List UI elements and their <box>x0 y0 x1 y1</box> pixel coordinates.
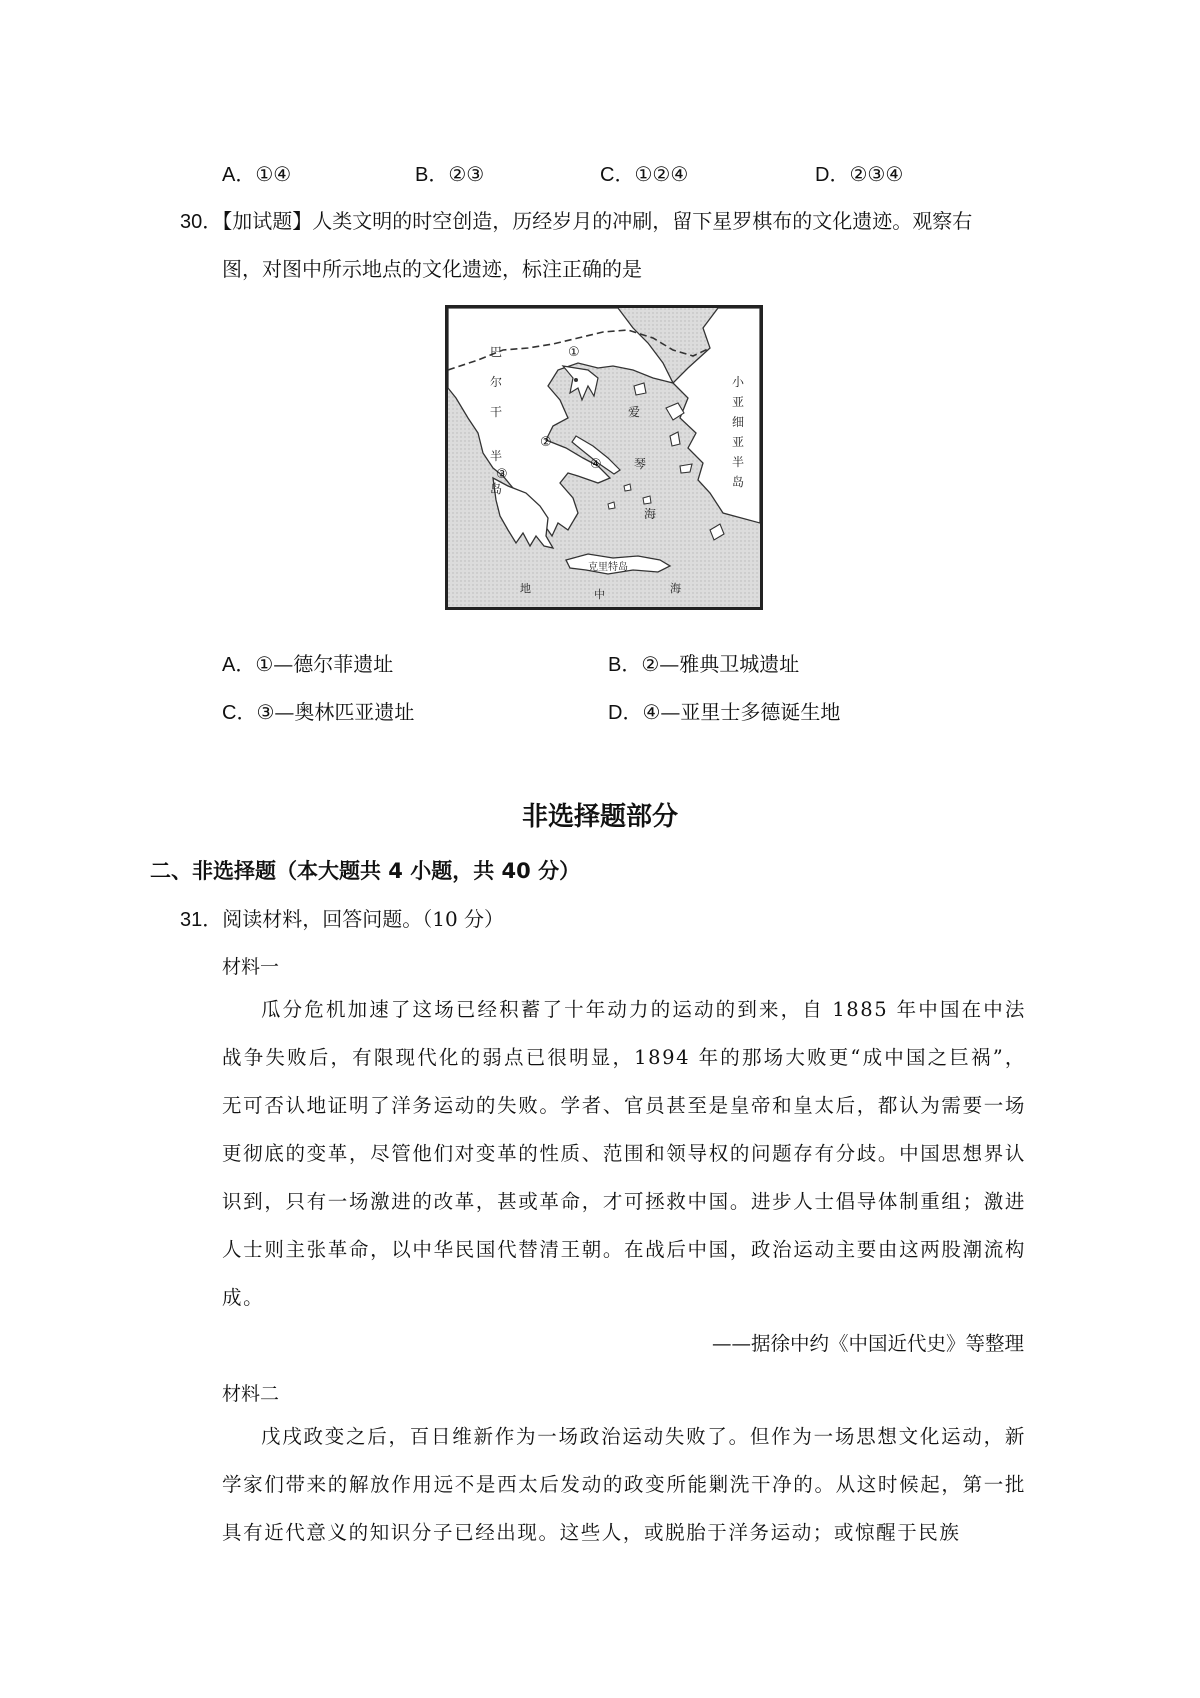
asia-minor-label-5: 半 <box>732 455 745 469</box>
balkan-label-2: 尔 <box>490 375 503 389</box>
q30-stem-line1: 30．【加试题】人类文明的时空创造，历经岁月的冲刷，留下星罗棋布的文化遗迹。观察右 <box>180 209 973 233</box>
option-b: B．②③ <box>415 162 485 186</box>
med-label-2: 中 <box>594 588 605 601</box>
option-a: A．①④ <box>222 162 292 186</box>
cyclades-2 <box>643 496 651 504</box>
balkan-label-4: 半 <box>490 449 503 463</box>
q30-option-a: A．①—德尔菲遗址 <box>222 652 394 676</box>
q30-option-b: B．②—雅典卫城遗址 <box>608 652 800 676</box>
asia-minor-label-1: 小 <box>732 375 745 389</box>
part-title: 二、非选择题（本大题共 4 小题，共 40 分） <box>150 859 581 883</box>
marker-3: ③ <box>496 467 508 482</box>
marker-4: ④ <box>590 457 602 472</box>
material1-body: 瓜分危机加速了这场已经积蓄了十年动力的运动的到来，自 1885 年中国在中法战争失败后，有限现代化的弱点已很明显，1894 年的那场大败更“成中国之巨祸”，无可否认地证明了洋务运动的失败。学者、官员甚至是皇帝和皇太后，都认为需要一场更彻底的变革，尽管他们对变革的性质、范围和领导权的问题存有分歧。中国思想界认识到，只有一场激进的改革，甚或革命，才可拯救中国。进步人士倡导体制重组；激进人士则主张革命，以中华民国代替清王朝。在战后中国，政治运动主要由这两股潮流构成。 <box>222 998 1026 1309</box>
section-title: 非选择题部分 <box>521 802 678 832</box>
option-d: D．②③④ <box>815 162 904 186</box>
asia-minor-label-4: 亚 <box>732 435 745 449</box>
material1-title: 材料一 <box>222 956 280 978</box>
balkan-label-3: 干 <box>490 405 503 419</box>
aegean-label-3: 海 <box>644 507 657 521</box>
q30-option-d: D．④—亚里士多德诞生地 <box>608 700 841 724</box>
asia-minor-label-3: 细 <box>732 415 745 429</box>
q30-stem-line2: 图，对图中所示地点的文化遗迹，标注正确的是 <box>222 257 642 281</box>
option-c: C．①②④ <box>600 162 689 186</box>
mountain-dot <box>574 378 578 382</box>
material2-title: 材料二 <box>222 1383 280 1405</box>
med-label-3: 海 <box>670 582 681 595</box>
aegean-map <box>445 305 763 610</box>
samos-island <box>680 464 692 473</box>
asia-minor-label-6: 岛 <box>732 475 745 489</box>
balkan-label-5: 岛 <box>490 482 503 496</box>
marker-2: ② <box>540 435 552 450</box>
q30-option-c: C．③—奥林匹亚遗址 <box>222 700 415 724</box>
asia-minor-label-2: 亚 <box>732 395 745 409</box>
q31-stem: 31．阅读材料，回答问题。（10 分） <box>180 907 505 931</box>
map-drawing <box>448 308 760 607</box>
aegean-label-1: 爱 <box>628 405 641 419</box>
q30-number: 30． <box>180 211 223 233</box>
q31-number: 31． <box>180 909 223 931</box>
aegean-label-2: 琴 <box>634 457 647 471</box>
crete-label: 克里特岛 <box>588 562 628 573</box>
med-label-1: 地 <box>520 582 531 595</box>
material2-body: 戊戌政变之后，百日维新作为一场政治运动失败了。但作为一场思想文化运动，新学家们带来的解放作用远不是西太后发动的政变所能剿洗干净的。从这时候起，第一批具有近代意义的知识分子已经出现。这些人，或脱胎于洋务运动；或惊醒于民族 <box>222 1425 1026 1544</box>
marker-1: ① <box>568 345 580 360</box>
balkan-label-1: 巴 <box>490 345 503 359</box>
material1-source: ——据徐中约《中国近代史》等整理 <box>711 1332 1024 1355</box>
